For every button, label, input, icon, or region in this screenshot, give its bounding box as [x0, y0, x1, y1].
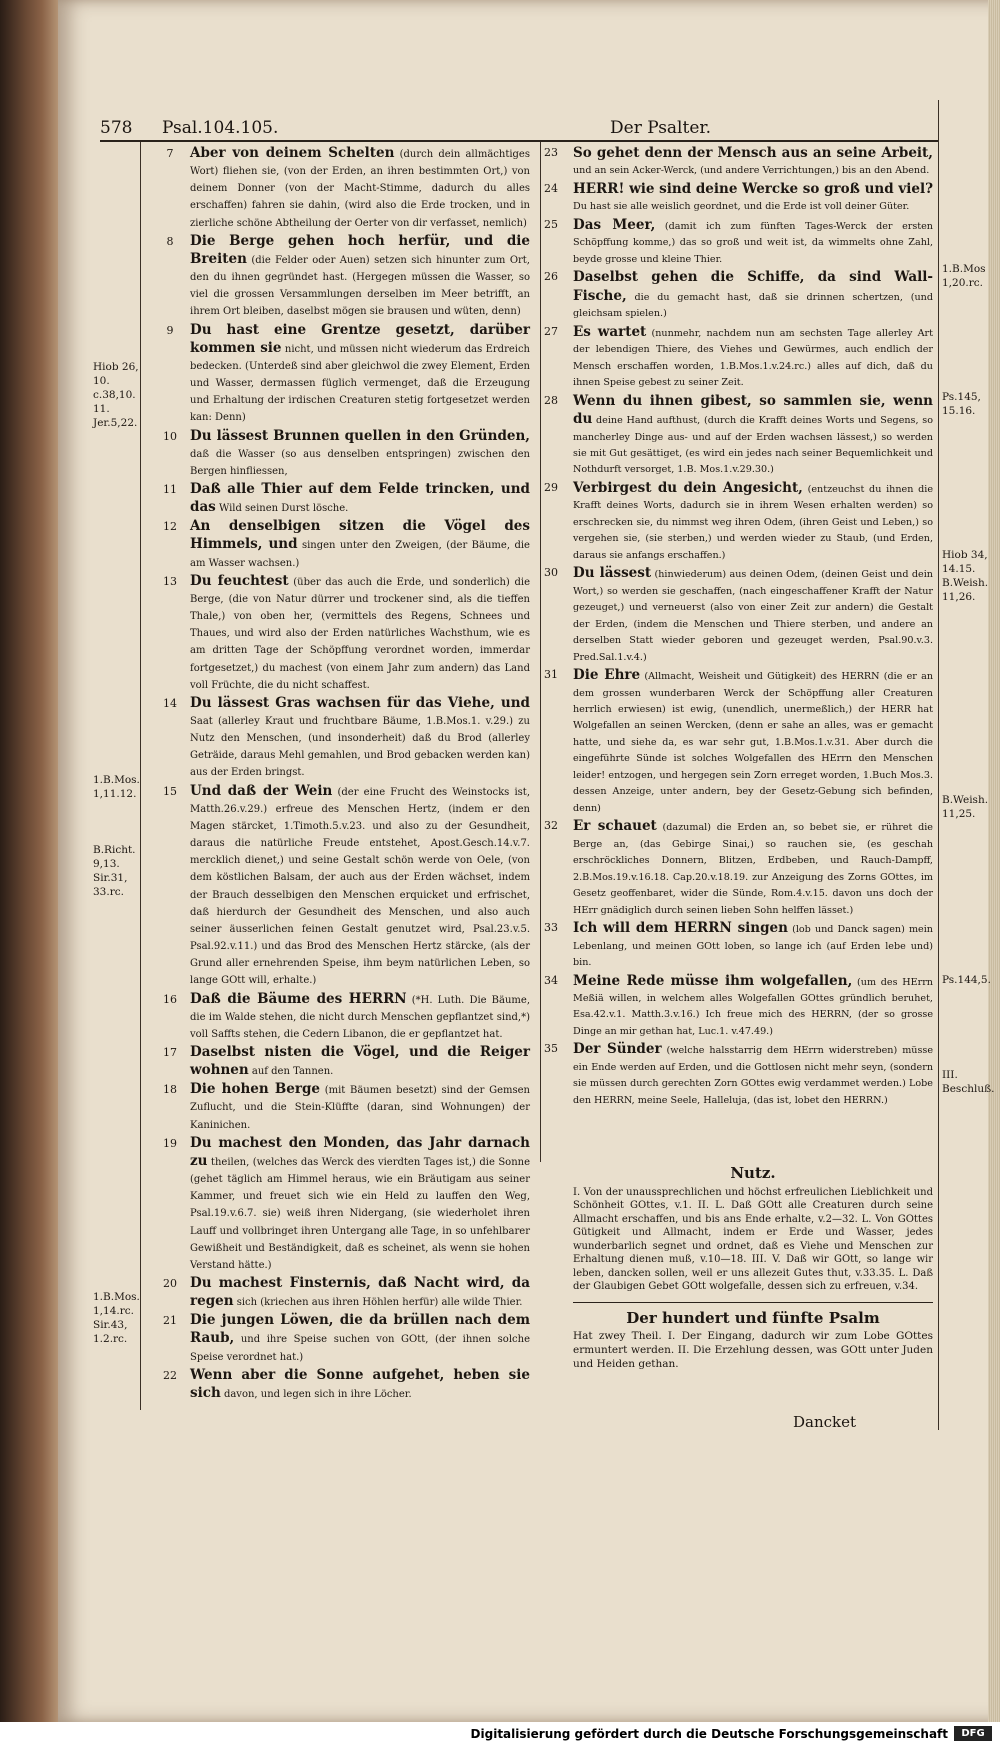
dfg-logo: DFG — [954, 1726, 992, 1741]
verse — [163, 1366, 530, 1403]
margin-note-left: Hiob 26, 10. c.38,10. 11. Jer.5,22. — [93, 361, 139, 429]
verse — [544, 216, 933, 268]
verse — [544, 920, 933, 971]
psalm-105-title: Der hundert und fünfte Psalm — [626, 1308, 880, 1327]
verse — [544, 180, 933, 216]
verse — [166, 321, 530, 427]
verse-number: 10 — [163, 429, 177, 443]
verse-text: (damit ich zum fünften Tages-Werck der ersten Schöpffung komme,) das so groß und weit ist, da wimmelts ohne Zahl, beyde grosse und kleine Thier. — [573, 220, 933, 265]
column-rule — [540, 142, 541, 1162]
page-number: 578 — [100, 118, 133, 138]
verse-text: sich (kriechen aus ihren Höhlen herfür) alle wilde Thier. — [233, 1297, 523, 1309]
verse — [163, 1081, 530, 1133]
verse-number: 28 — [544, 393, 558, 407]
verse — [163, 427, 530, 480]
left-column — [163, 145, 531, 1404]
verse-number: 16 — [163, 992, 177, 1006]
verse-number: 9 — [166, 323, 174, 337]
verse-number: 27 — [544, 324, 558, 338]
verse-lead: Du lässest Brunnen quellen in den Gründen, — [190, 427, 530, 444]
verse-text: und ihre Speise suchen von GOtt, (der ihnen solche Speise verordnet hat.) — [190, 1334, 530, 1363]
verse — [163, 1312, 530, 1365]
verse-lead: Die jungen Löwen, die da brüllen nach dem Raub, — [190, 1312, 530, 1347]
verse-number: 13 — [163, 574, 177, 588]
verse — [163, 694, 530, 782]
verse-lead: Du feuchtest — [190, 572, 289, 589]
verse — [544, 145, 933, 180]
verse-number: 23 — [544, 146, 558, 159]
verse-number: 20 — [163, 1277, 177, 1290]
verse-text: (nunmehr, nachdem nun am sechsten Tage allerley Art der lebendigen Thiere, des Viehes und Gewürmes, auch endlich der Mensch erschaffen worden, 1.B.Mos.1.v.24.rc.) alles auf dich, daß du ihnen Speise gebest zu seiner Zeit. — [573, 327, 933, 389]
verse — [544, 479, 934, 564]
verse — [544, 323, 933, 392]
margin-note-left: 1.B.Mos. 1,11.12. — [93, 774, 140, 800]
verse-text: Wild seinen Durst lösche. — [215, 503, 349, 515]
margin-note-right: 1.B.Mos 1,20.rc. — [942, 263, 986, 289]
verse — [163, 1275, 530, 1311]
verse — [163, 1134, 530, 1274]
verse — [544, 972, 933, 1041]
verse-text: (*H. Luth. Die Bäume, die im Walde stehen, die nicht durch Menschen gepflantzet sind,*) voll Saffts stehen, die Cedern Libanon, die er gepflantzet hat. — [190, 994, 531, 1040]
header-rule — [100, 140, 938, 142]
verse-lead: Wenn du ihnen gibest, so sammlen sie, wenn du — [573, 392, 933, 428]
margin-note-right: III. Beschluß. — [942, 1069, 995, 1095]
verse-lead: An denselbigen sitzen die Vögel des Himmels, und — [190, 518, 530, 553]
verse — [544, 667, 933, 817]
page-header — [100, 118, 910, 140]
margin-note-right: Hiob 34, 14.15. B.Weish. 11,26. — [942, 549, 989, 603]
verse-lead: Es wartet — [573, 323, 647, 340]
verse-number: 26 — [544, 270, 558, 284]
verse-number: 19 — [163, 1136, 177, 1150]
footer-bar — [0, 1722, 1000, 1746]
verse-text: (welche halsstarrig dem HErrn widerstreben) müsse ein Ende werden auf Erden, und die Gottlosen nicht mehr seyn, (sondern sie müssen durch gerechten Zorn GOttes ewig verdammet werden.) Lobe den HERRN, meine Seele, Halleluja, (das ist, lobet den HERRN.) — [573, 1045, 933, 1106]
verse-text: auf den Tannen. — [248, 1066, 334, 1078]
verse-text: (Allmacht, Weisheit und Gütigkeit) des HERRN (die er an dem grossen wunderbaren Werck der Schöpffung aller Creaturen herrlich erwiesen) ist ewig, (unendlich, unermeßlich,) der HERR hat Wolgefallen an seinen Wercken, (denn er sahe an alles, was er gemacht hatte, und siehe da, es war sehr gut, 1.B.Mos.1.v.31. Aber durch die eingeführte Sünde ist solches Wolgefallen des HErrn den Menschen leider! entzogen, und hergegen sein Zorn erreget worden, 1.Buch Mos.3. dessen Anzeige, unter andern, bey der Gesetz-Gebung sich befinden, denn) — [573, 671, 933, 814]
lower-right-block — [573, 1162, 933, 1371]
verse-text: singen unter den Zweigen, (der Bäume, die am Wasser wachsen.) — [190, 540, 530, 569]
verse-text: Saat (allerley Kraut und fruchtbare Bäume, 1.B.Mos.1. v.29.) zu Nutz den Menschen, (und insonderheit) daß du Brod (allerley Geträide, daraus Mehl gemahlen, und Brod gebacken werden kan) aus der Erden bringst. — [190, 716, 530, 779]
right-margin-rule — [938, 100, 939, 1430]
verse-text: und an sein Acker-Werck, (und andere Verrichtungen,) bis an den Abend. — [573, 165, 930, 177]
verse-text: davon, und legen sich in ihre Löcher. — [220, 1388, 412, 1400]
left-margin-rule — [140, 142, 141, 1410]
book-spine — [0, 0, 60, 1746]
verse-text: (durch dein allmächtiges Wort) fliehen sie, (von der Erden, an ihren bestimmten Ort,) von deinem Donner (von der Macht-Stimme, dadurch du alles erschaffen) fahren sie dahin, (wird also die Erde trocken, und in zierliche schöne Abtheilung der Oerter von dir verfasset, nemlich) — [190, 149, 530, 229]
verse-lead: Er schauet — [573, 818, 657, 835]
verse — [544, 565, 933, 666]
verse-text: theilen, (welches das Werck des vierdten Tages ist,) die Sonne (gehet täglich am Himmel heraus, wie ein Bräutigam aus seiner Kammer, und freuet sich wie ein Held zu lauffen den Weg, Psal.19.v.6.7. sie) weiß ihren Nidergang, (sie wiederholet ihren Lauff und vollbringet ihren Untergang alle Tage, in so unfehlbarer Gewißheit und Beständigkeit, daß es scheinet, als wenn sie hohen Verstand hätte.) — [190, 1156, 530, 1271]
nutz-title: Nutz. — [730, 1164, 776, 1182]
verse-number: 14 — [163, 696, 177, 710]
verse-number: 24 — [544, 181, 558, 195]
verse-text: (hinwiederum) aus deinen Odem, (deinen Geist und dein Wort,) so werden sie geschaffen, (nach eingeschaffener Krafft der Natur gezeuget,) und verneuerst (also von einer Zeit zur andern) die Gestalt der Erden, (indem die Menschen und Thiere sterben, und andere an derselben Statt wieder geboren und gezeuget werden, Psal.90.v.3. Pred.Sal.1.v.4.) — [573, 569, 933, 663]
verse-number: 33 — [544, 921, 558, 935]
verse — [163, 518, 530, 571]
verse-lead: Ich will dem HERRN singen — [573, 920, 788, 937]
psalm-105-intro — [573, 1302, 933, 1371]
right-column — [544, 145, 934, 1110]
verse-number: 21 — [163, 1314, 177, 1328]
margin-note-right: Ps.144,5. — [942, 974, 991, 986]
verse-lead: Du machest Finsternis, daß Nacht wird, da regen — [190, 1275, 530, 1310]
verse — [544, 818, 933, 919]
verse — [163, 990, 531, 1043]
psalm-105-summary: Hat zwey Theil. I. Der Eingang, dadurch wir zum Lobe GOttes ermuntert werden. II. Die Erzehlung dessen, was GOtt unter Juden und Heiden gethan. — [573, 1329, 933, 1370]
verse-number: 31 — [544, 668, 558, 682]
verse-text: nicht, und müssen nicht wiederum das Erdreich bedecken. (Unterdeß sind aber gleichwol die zwey Element, Erden und Wasser, dermassen füglich vermenget, daß die Erzeugung und Erhaltung der irdischen Creaturen stetig fortgesetzet werden kan: Denn) — [190, 343, 530, 424]
verse-lead: Die hohen Berge — [190, 1081, 321, 1098]
margin-note-left: 1.B.Mos. 1,14.rc. Sir.43, 1.2.rc. — [93, 1291, 140, 1345]
verse-number: 29 — [544, 480, 558, 494]
verse — [163, 480, 530, 517]
margin-note-right: B.Weish. 11,25. — [942, 794, 989, 820]
verse-number: 18 — [163, 1083, 177, 1097]
verse-lead: Meine Rede müsse ihm wolgefallen, — [573, 972, 853, 989]
verse-text: deine Hand aufthust, (durch die Krafft deines Worts und Segens, so mancherley Dinge aus- und auf der Erden wachsen lässest,) so werden sie mit Gut gesättiget, (es wird ein jedes nach seiner Bequemlichkeit und Nothdurft versorget, 1.B. Mos.1.v.29.30.) — [573, 415, 933, 476]
running-title: Der Psalter. — [610, 118, 712, 138]
verse-number: 25 — [544, 217, 558, 231]
verse-lead: Die Ehre — [573, 667, 641, 684]
verse-lead: Der Sünder — [573, 1041, 662, 1058]
verse-lead: Daß alle Thier auf dem Felde trincken, und das — [190, 480, 530, 516]
verse-number: 17 — [163, 1045, 177, 1059]
verse-lead: So gehet denn der Mensch aus an seine Arbeit, — [573, 145, 933, 161]
verse-lead: HERR! wie sind deine Wercke so groß und viel? — [573, 180, 933, 197]
verse — [166, 145, 530, 232]
verse — [544, 1041, 933, 1109]
psalm-reference: Psal.104.105. — [162, 118, 279, 138]
verse-number: 7 — [166, 147, 174, 160]
verse-lead: Du lässest Gras wachsen für das Viehe, und — [190, 694, 530, 711]
verse-text: die du gemacht hast, daß sie drinnen schertzen, (und gleichsam spielen.) — [573, 291, 933, 320]
verse-number: 12 — [163, 520, 177, 534]
verse-text: (lob und Danck sagen) mein Lebenlang, und meinen GOtt loben, so lange ich (auf Erden lebe und) bin. — [573, 924, 933, 969]
verse-number: 32 — [544, 819, 558, 833]
verse-lead: Daselbst gehen die Schiffe, da sind Wall-Fische, — [573, 269, 933, 304]
footer-credit: Digitalisierung gefördert durch die Deutsche Forschungsgemeinschaft — [470, 1727, 948, 1741]
verse-text: (die Felder oder Auen) setzen sich hinunter zum Ort, den du ihnen gegründet hast. (Hergegen müssen die Wasser, so viel die grossen Versammlungen derselben im Meer betrifft, an ihrem Ort bleiben, daselbst mögen sie brausen und wüten, denn) — [190, 254, 530, 318]
verse-text: (dazumal) die Erden an, so bebet sie, er rühret die Berge an, (das Gebirge Sinai,) so rauchen sie, (es geschah erschröckliches Donnern, Blitzen, Erdbeben, und Rauch-Dampff, 2.B.Mos.19.v.16.18. Cap.20.v.18.19. zur Anzeigung des Zorns GOttes, im Gesetz geoffenbaret, wider die Sünde, Rom.4.v.15. davon uns doch der HErr gnädiglich durch seinen lieben Sohn helffen lässet.) — [573, 822, 933, 916]
verse — [163, 572, 530, 694]
verse-lead: Du lässest — [573, 565, 652, 582]
verse-text: (über das auch die Erde, und sonderlich) die Berge, (die von Natur dürrer und trockener sind, als die tieffen Thale,) von oben her, (vermittels des Regens, Schnees und Thaues, und wird also der Erden natürliches Wachsthum, wie es am dritten Tage der Schöpffung verordnet worden, immerdar fortgesetzet,) du machest (von einem Jahr zum andern) das Land voll Früchte, die du nicht schaffest. — [190, 576, 530, 691]
margin-note-right: Ps.145, 15.16. — [942, 391, 981, 417]
verse-number: 11 — [163, 482, 177, 496]
verse-text: (mit Bäumen besetzt) sind der Gemsen Zuflucht, und die Stein-Klüffte (daran, sind Wohnungen) der Kaninichen. — [190, 1085, 530, 1131]
verse-lead: Das Meer, — [573, 216, 656, 233]
verse-text: daß die Wasser (so aus denselben entspringen) zwischen den Bergen hinfliessen, — [190, 448, 530, 477]
verse-number: 30 — [544, 566, 558, 580]
margin-note-left: B.Richt. 9,13. Sir.31, 33.rc. — [93, 844, 136, 898]
verse — [166, 232, 530, 321]
verse-number: 35 — [544, 1042, 558, 1056]
verse — [163, 1043, 530, 1080]
verse-lead: Daselbst nisten die Vögel, und die Reiger wohnen — [190, 1043, 530, 1079]
verse — [544, 269, 933, 322]
verse-lead: Du machest den Monden, das Jahr darnach zu — [190, 1134, 530, 1169]
verse-lead: Du hast eine Grentze gesetzt, darüber kommen sie — [190, 321, 530, 356]
verse-text: Du hast sie alle weislich geordnet, und die Erde ist voll deiner Güter. — [573, 201, 910, 213]
nutz-text: I. Von der unaussprechlichen und höchst erfreulichen Lieblichkeit und Schönheit GOttes, v.1. II. L. Daß GOtt alle Creaturen durch seine Allmacht erschaffen, und bis ans Ende erhalte, v.2—32. L. Von GOttes Gütigkeit und Allmacht, indem er Erde und Wasser, jedes wunderbarlich segnet und ordnet, daß es Viehe und Menschen zur Erhaltung dienen muß, v.10—18. III. V. Daß wir GOtt, so lange wir leben, dancken sollen, weil er uns allezeit Gutes thut, v.33.35. L. Daß der Glaubigen Gebet GOtt wolgefalle, dessen sich zu erfreuen, v.34. — [573, 1186, 933, 1293]
verse-number: 22 — [163, 1368, 177, 1382]
verse-lead: Und daß der Wein — [190, 782, 333, 799]
verse-number: 15 — [163, 784, 177, 798]
verse-number: 34 — [544, 973, 558, 987]
verse — [544, 392, 933, 479]
page-edge — [988, 0, 1000, 1722]
verse-number: 8 — [166, 234, 174, 248]
verse-lead: Wenn aber die Sonne aufgehet, heben sie sich — [190, 1366, 530, 1401]
verse-text: (entzeuchst du ihnen die Krafft deines Worts, dadurch sie in ihrem Wesen erhalten werden) so erschrecken sie, du nimmst weg ihren Odem, (ihren Geist und Leben,) so vergehen sie, (sie sterben,) und werden wieder zu Staub, (und Erden, daraus sie anfangs erschaffen.) — [573, 483, 934, 561]
verse-lead: Aber von deinem Schelten — [190, 145, 395, 161]
verse-text: (um des HErrn Meßiä willen, in welchem alles Wolgefallen GOttes gründlich beruhet, Esa.42.v.1. Matth.3.v.16.) Ich freue mich des HERRN, (der so grosse Dinge an mir gethan hat, Luc.1. v.47.49.) — [573, 976, 933, 1037]
verse-text: (der eine Frucht des Weinstocks ist, Matth.26.v.29.) erfreue des Menschen Hertz, (indem er den Magen stärcket, 1.Timoth.5.v.23. und also zu der Gesundheit, daraus die natürliche Freude entstehet, Apost.Gesch.14.v.7. mercklich dienet,) und seine Gestalt schön werde von Oele, (von dem köstlichen Balsam, der auch aus der Erden wächset, indem der Brauch desselbigen den Menschen erquicket und erfrischet, daß hierdurch der Gesundheit des Menschen, und also auch seiner äusserlichen feinen Gestalt genutzet wird, Psal.23.v.5. Psal.92.v.11.) und das Brod des Menschen Hertz stärcke, (als der Grund aller ernehrenden Speise, ihm beym natürlichen Leben, so lange GOtt will, erhalte.) — [190, 786, 530, 987]
verse — [163, 782, 530, 990]
catchword: Dancket — [793, 1413, 857, 1431]
verse-lead: Verbirgest du dein Angesicht, — [573, 479, 803, 496]
verse-lead: Daß die Bäume des HERRN — [190, 990, 407, 1007]
verse-lead: Die Berge gehen hoch herfür, und die Breiten — [190, 232, 530, 267]
